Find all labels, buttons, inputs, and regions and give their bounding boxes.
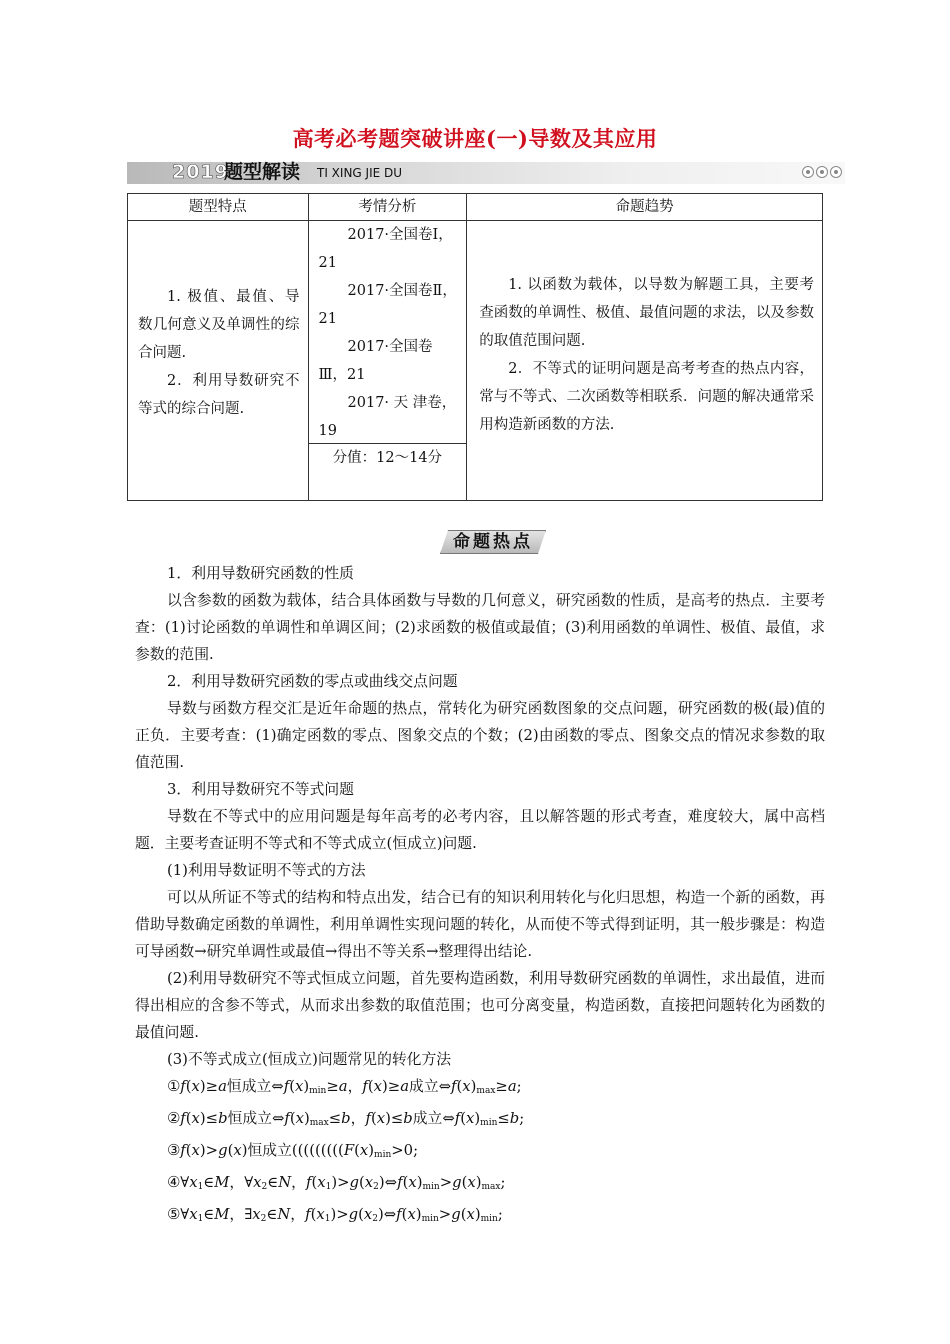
analysis-item: 2017·全国卷Ⅱ，21 [318, 283, 457, 327]
formula-3: ③f(x)>g(x)恒成立((((((((($F(x)_{min}>0$; [167, 1142, 419, 1160]
analysis-item: 2017· 天 津卷，19 [318, 395, 457, 439]
content-body [135, 560, 825, 1233]
score-range: 分值：12～14分 [309, 443, 467, 500]
page-title: 高考必考题突破讲座(一)导数及其应用 [292, 126, 658, 151]
band-year: 2019 [172, 161, 229, 183]
section-3-body: 导数在不等式中的应用问题是每年高考的必考内容，且以解答题的形式考查，难度较大，属中高档题．主要考查证明不等式和不等式成立(恒成立)问题. [135, 808, 825, 852]
feature-item: 1. 极值、最值、导数几何意义及单调性的综合问题. [138, 289, 300, 361]
header-trends: 命题趋势 [467, 194, 823, 221]
dot-icon [830, 166, 842, 178]
section-1-body: 以含参数的函数为载体，结合具体函数与导数的几何意义，研究函数的性质，是高考的热点．主要考查：(1)讨论函数的单调性和单调区间；(2)求函数的极值或最值；(3)利用函数的单调性、极值、最值，求参数的范围. [135, 592, 825, 663]
analysis-item: 2017·全国卷Ⅲ，21 [318, 339, 433, 383]
band-pinyin: TI XING JIE DU [317, 166, 403, 180]
header-features: 题型特点 [128, 194, 309, 221]
subsection-3-title: (3)不等式成立(恒成立)问题常见的转化方法 [167, 1051, 452, 1068]
subsection-1-body: 可以从所证不等式的结构和特点出发，结合已有的知识利用转化与化归思想，构造一个新的函数，再借助导数确定函数的单调性，利用单调性实现问题的转化，从而使不等式得到证明，其一般步骤是：构造可导函数→研究单调性或最值→得出不等关系→整理得出结论. [135, 889, 825, 960]
section-2-body: 导数与函数方程交汇是近年命题的热点，常转化为研究函数图象的交点问题，研究函数的极(最)值的正负．主要考查：(1)确定函数的零点、图象交点的个数；(2)由函数的零点、图象交点的情况求参数的取值范围. [135, 700, 825, 771]
table-body-row [128, 221, 823, 501]
formula-5: $⑤\forall x_1\in M$，$\exists x_2\in N$，$f(x_1)>g(x_2)\Leftrightarrow f(x)_{min}>g(x)_{min}$; [167, 1206, 503, 1224]
formula-2: ②f(x)≤b恒成立$\Leftrightarrow f(x)_{max}\le b$，f(x)≤b成立$\Leftrightarrow f(x)_{min}\le b$; [167, 1110, 525, 1128]
trend-item: 2．不等式的证明问题是高考考查的热点内容，常与不等式、二次函数等相联系．问题的解决通常采用构造新函数的方法. [479, 361, 814, 433]
dot-icon [802, 166, 814, 178]
section-1-title: 1．利用导数研究函数的性质 [167, 565, 354, 582]
subsection-1-title: (1)利用导数证明不等式的方法 [167, 862, 366, 879]
features-cell [128, 221, 309, 501]
band-dots-icon [802, 166, 842, 180]
analysis-cell [308, 221, 467, 501]
hot-topics-badge [440, 530, 546, 556]
band-title: 题型解读 [224, 161, 301, 183]
section-2-title: 2．利用导数研究函数的零点或曲线交点问题 [167, 673, 458, 690]
trends-cell [467, 221, 823, 501]
hot-topics-title: 命题热点 [453, 532, 533, 552]
dot-icon [816, 166, 828, 178]
section-3-title: 3．利用导数研究不等式问题 [167, 781, 354, 798]
feature-item: 2．利用导数研究不等式的综合问题. [138, 373, 300, 417]
subsection-2-body: (2)利用导数研究不等式恒成立问题，首先要构造函数，利用导数研究函数的单调性，求出最值，进而得出相应的含参不等式，从而求出参数的取值范围；也可分离变量，构造函数，直接把问题转化为函数的最值问题. [135, 970, 825, 1041]
formula-1: ①f(x)≥a恒成立$\Leftrightarrow f(x)_{min}\ge a$，f(x)≥a成立$\Leftrightarrow f(x)_{max}\ge a$; [167, 1078, 522, 1096]
trend-item: 1. 以函数为载体，以导数为解题工具，主要考查函数的单调性、极值、最值问题的求法，以及参数的取值范围问题. [479, 277, 814, 349]
table-header-row [128, 194, 823, 221]
formula-4: $④\forall x_1\in M$，$\forall x_2\in N$，$f(x_1)>g(x_2)\Leftrightarrow f(x)_{min}>g(x)_{max}$; [167, 1174, 506, 1192]
exam-info-table [127, 193, 823, 501]
analysis-item: 2017·全国卷Ⅰ，21 [318, 227, 453, 271]
section-band [127, 160, 845, 186]
header-analysis: 考情分析 [308, 194, 467, 221]
